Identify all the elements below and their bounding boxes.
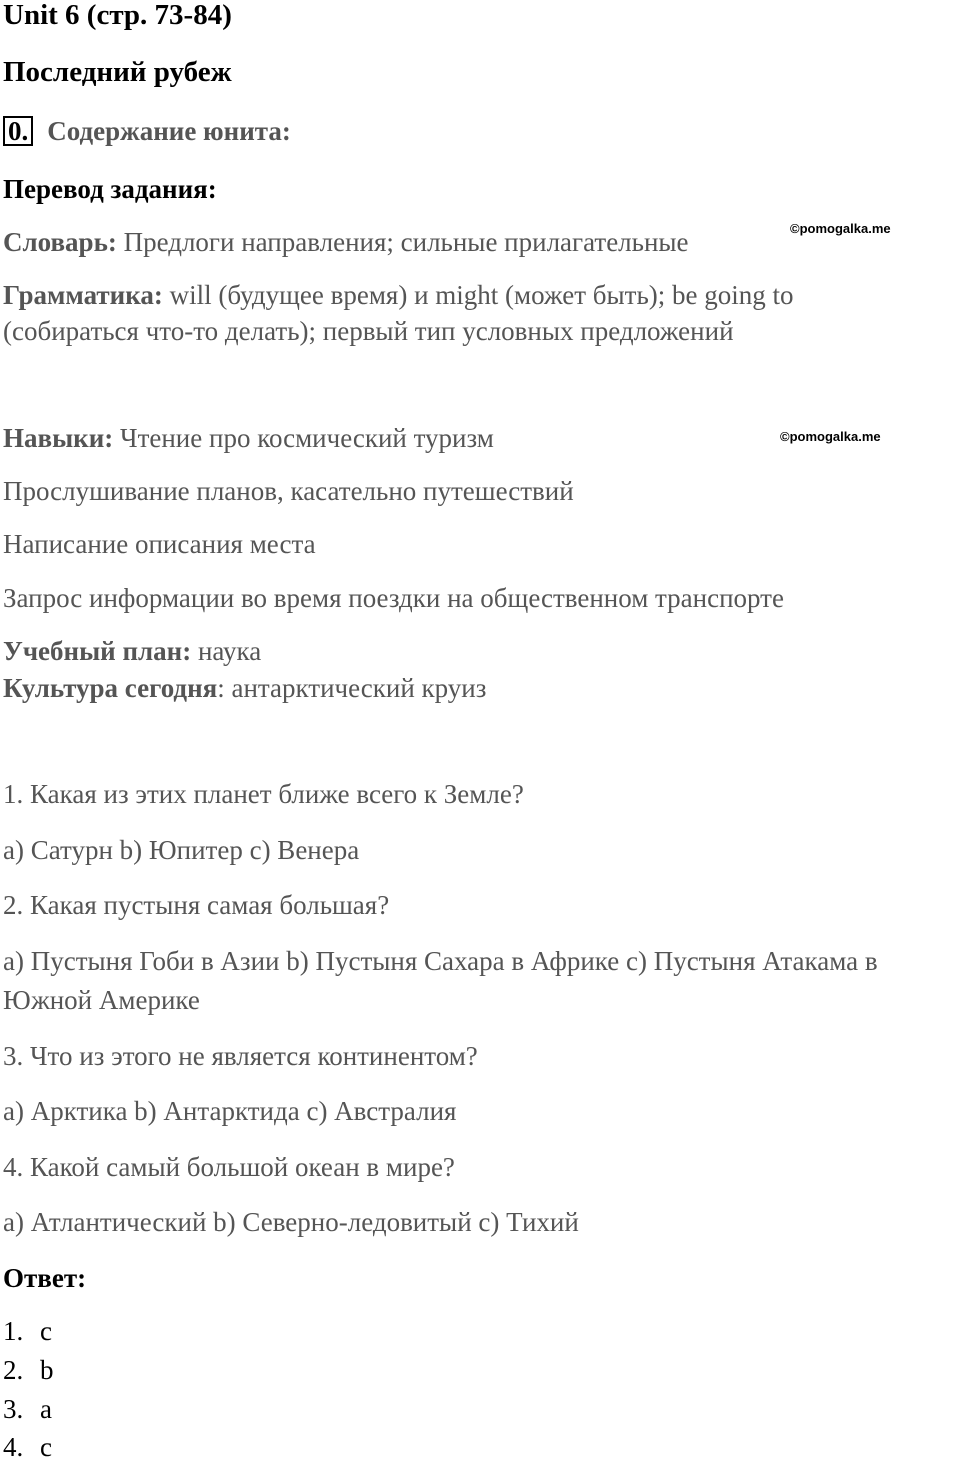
unit-title: Unit 6 (стр. 73-84) [3,0,232,31]
options-2-cont: Южной Америке [3,985,200,1015]
options-3: a) Арктика b) Антарктида c) Австралия [3,1096,457,1126]
watermark: ©pomogalka.me [790,221,891,236]
task-header [3,116,291,146]
curriculum-label: Учебный план: [3,636,192,666]
answer-item [3,1432,52,1462]
answer-number: 3. [3,1394,24,1424]
culture-line [3,673,486,703]
answer-number: 1. [3,1316,24,1346]
answer-value: c [40,1432,52,1462]
vocab-label: Словарь: [3,227,117,257]
question-3: 3. Что из этого не является континентом? [3,1041,478,1071]
skills-line [3,423,494,453]
grammar-label: Грамматика: [3,280,163,310]
answer-number: 2. [3,1355,24,1385]
skills-text: Чтение про космический туризм [113,423,494,453]
options-2: a) Пустыня Гоби в Азии b) Пустыня Сахара в Африке c) Пустыня Атакама в [3,946,878,976]
answer-item [3,1316,52,1346]
curriculum-line [3,636,261,666]
answer-item [3,1394,52,1424]
watermark: ©pomogalka.me [780,429,881,444]
grammar-line-1 [3,280,794,310]
answer-value: b [40,1355,54,1385]
skills-writing: Написание описания места [3,529,316,559]
answer-heading: Ответ: [3,1263,87,1293]
vocab-line [3,227,689,257]
skills-speaking: Запрос информации во время поездки на общественном транспорте [3,583,784,613]
question-4: 4. Какой самый большой океан в мире? [3,1152,455,1182]
options-1: a) Сатурн b) Юпитер c) Венера [3,835,360,865]
grammar-line-2: (собираться что-то делать); первый тип условных предложений [3,316,734,346]
question-1: 1. Какая из этих планет ближе всего к Земле? [3,779,524,809]
answer-number: 4. [3,1432,24,1462]
answer-value: a [40,1394,52,1424]
skills-label: Навыки: [3,423,114,453]
culture-label: Культура сегодня [3,673,218,703]
question-2: 2. Какая пустыня самая большая? [3,890,390,920]
skills-listening: Прослушивание планов, касательно путешествий [3,476,574,506]
unit-subtitle: Последний рубеж [3,56,232,88]
options-4: a) Атлантический b) Северно-ледовитый c) Тихий [3,1207,579,1237]
translation-heading: Перевод задания: [3,174,217,204]
answer-item [3,1355,54,1385]
grammar-text: will (будущее время) и might (может быть); be going to [162,280,794,310]
vocab-text: Предлоги направления; сильные прилагательные [116,227,689,257]
curriculum-text: наука [191,636,262,666]
task-number: 0. [3,116,33,146]
culture-text: : антарктический круиз [217,673,487,703]
task-title: Содержание юнита: [47,116,291,146]
answer-value: c [40,1316,52,1346]
